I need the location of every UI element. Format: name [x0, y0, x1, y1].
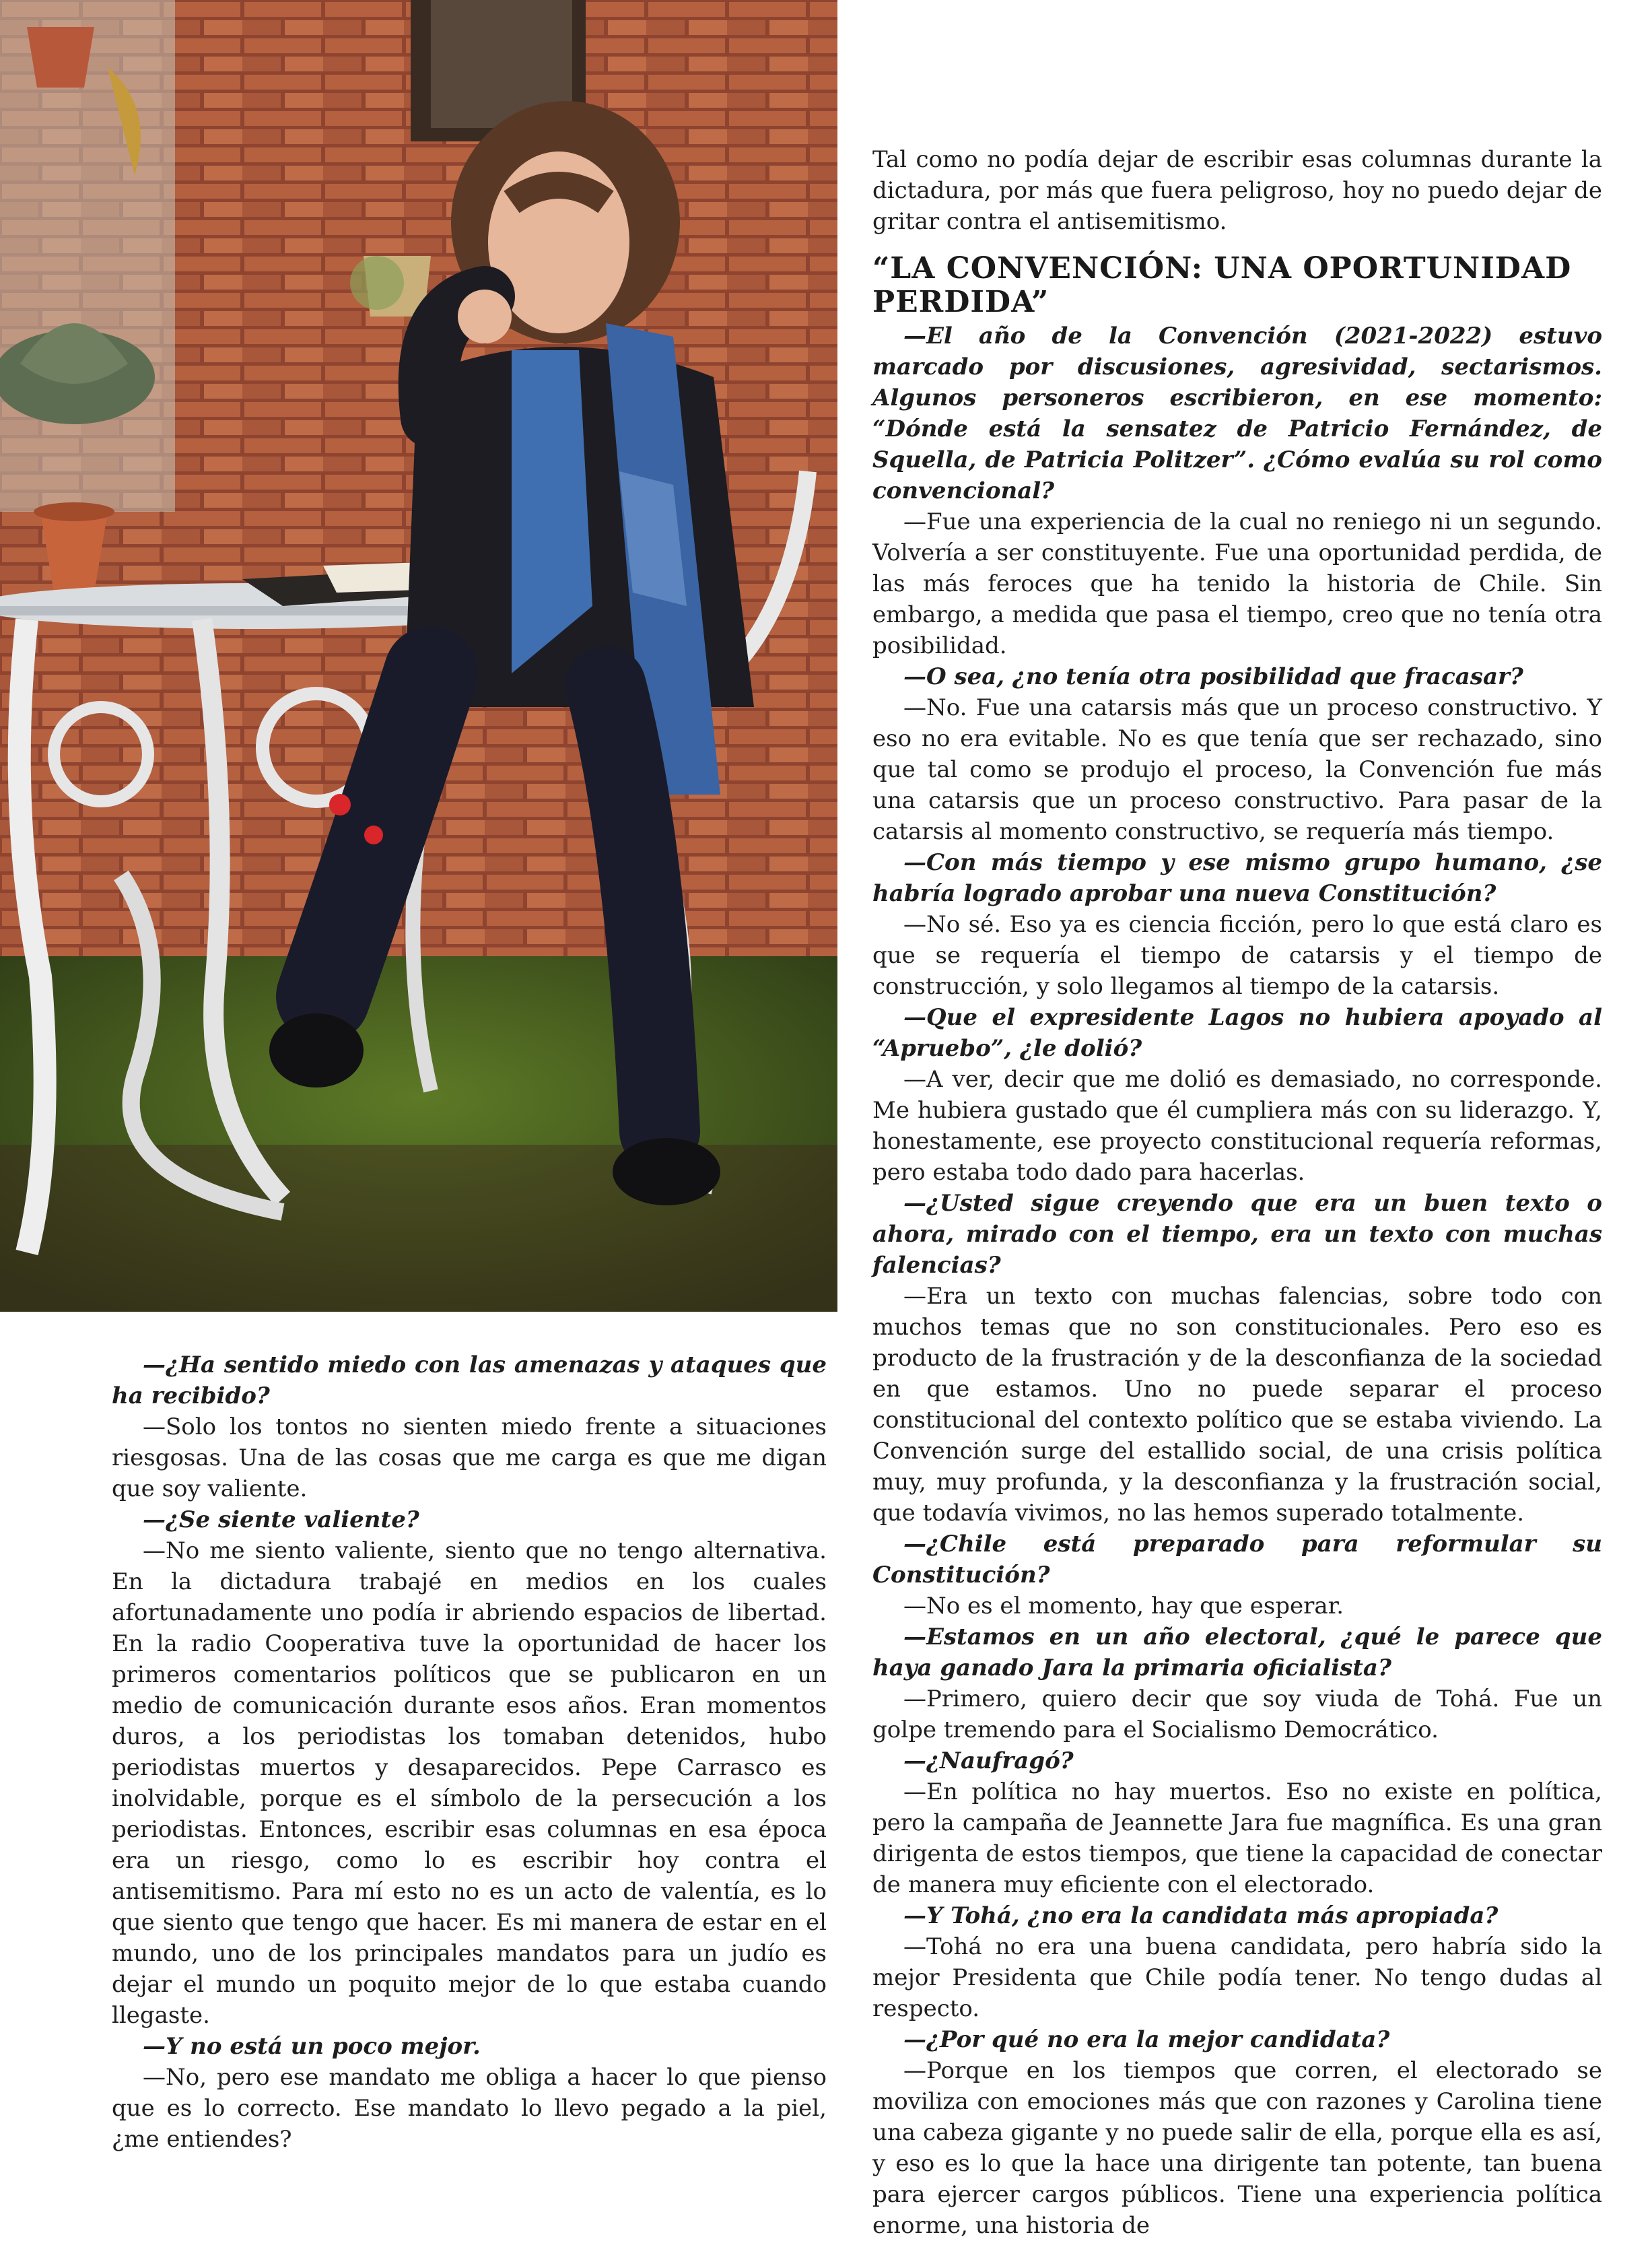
interview-answer: —Porque en los tiempos que corren, el electorado se moviliza con emociones más que con razones y Carolina tiene una cabeza gigante y no puede salir de ella, porque ella es así, y eso es lo que la hace una dirigente tan potente, tan buena para ejercer cargos públicos. Tiene una experiencia política enorme, una historia de [872, 2057, 1602, 2239]
interview-question: —¿Usted sigue creyendo que era un buen texto o ahora, mirado con el tiempo, era un texto con muchas falencias? [872, 1190, 1602, 1279]
interview-answer: —No es el momento, hay que esperar. [903, 1593, 1344, 1619]
interview-question: —O sea, ¿no tenía otra posibilidad que fracasar? [903, 663, 1523, 690]
portrait-photo [0, 0, 837, 1312]
interview-question: —Y no está un poco mejor. [143, 2033, 481, 2060]
interview-answer: —Primero, quiero decir que soy viuda de Tohá. Fue un golpe tremendo para el Socialismo Democrático. [872, 1685, 1602, 1743]
interview-answer: —No. Fue una catarsis más que un proceso constructivo. Y eso no era evitable. No es que tenía que ser rechazado, sino que tal como se produjo el proceso, la Convención fue más una catarsis que un proceso constructivo. Para pasar de la catarsis al momento constructivo, se requería más tiempo. [872, 694, 1602, 845]
interview-answer: —En política no hay muertos. Eso no existe en política, pero la campaña de Jeannette Jara fue magnífica. Es una gran dirigenta de estos tiempos, que tiene la capacidad de conectar de manera muy eficiente con el electorado. [872, 1778, 1602, 1898]
photo-portrait-icon [0, 0, 837, 1312]
interview-answer: —Fue una experiencia de la cual no reniego ni un segundo. Volvería a ser constituyente. Fue una oportunidad perdida, de las más feroces que ha tenido la historia de Chile. Sin embargo, a medida que pasa el tiempo, creo que no tenía otra posibilidad. [872, 508, 1602, 659]
intro-paragraph: Tal como no podía dejar de escribir esas columnas durante la dictadura, por más que fuera peligroso, hoy no puedo dejar de gritar contra el antisemitismo. [872, 146, 1602, 235]
left-column [112, 1349, 827, 2155]
interview-question: —Que el expresidente Lagos no hubiera apoyado al “Apruebo”, ¿le dolió? [872, 1004, 1602, 1062]
right-column [872, 144, 1602, 2241]
interview-answer: —Tohá no era una buena candidata, pero habría sido la mejor Presidenta que Chile podía tener. No tengo dudas al respecto. [872, 1933, 1602, 2022]
section-heading: “LA CONVENCIÓN: UNA OPORTUNIDAD PERDIDA” [872, 251, 1572, 319]
interview-question: —¿Chile está preparado para reformular su Constitución? [872, 1531, 1602, 1588]
interview-question: —¿Se siente valiente? [143, 1506, 419, 1533]
interview-answer: —No me siento valiente, siento que no tengo alternativa. En la dictadura trabajé en medios en los cuales afortunadamente uno podía ir abriendo espacios de libertad. En la radio Cooperativa tuve la oportunidad de hacer los primeros comentarios políticos que se publicaron en un medio de comunicación durante esos años. Eran momentos duros, a los periodistas los tomaban detenidos, hubo periodistas muertos y desaparecidos. Pepe Carrasco es inolvidable, porque es el símbolo de la persecución a los periodistas. Entonces, escribir esas columnas en esa época era un riesgo, como lo es escribir hoy contra el antisemitismo. Para mí esto no es un acto de valentía, es lo que siento que tengo que hacer. Es mi manera de estar en el mundo, uno de los principales mandatos para un judío es dejar el mundo un poquito mejor de lo que estaba cuando llegaste. [112, 1537, 827, 2029]
interview-question: —El año de la Convención (2021-2022) estuvo marcado por discusiones, agresividad, sectarismos. Algunos personeros escribieron, en ese momento: “Dónde está la sensatez de Patricio Fernández, de Squella, de Patricia Politzer”. ¿Cómo evalúa su rol como convencional? [872, 323, 1602, 504]
interview-question: —¿Naufragó? [903, 1747, 1074, 1774]
interview-answer: —Solo los tontos no sienten miedo frente a situaciones riesgosas. Una de las cosas que me carga es que me digan que soy valiente. [112, 1413, 827, 1502]
interview-answer: —Era un texto con muchas falencias, sobre todo con muchos temas que no son constitucionales. Pero eso es producto de la frustración y de la desconfianza de la sociedad en que estamos. Uno no puede separar el proceso constitucional del contexto político que se estaba viviendo. La Convención surge del estallido social, de una crisis política muy, muy profunda, y la desconfianza y la frustración social, que todavía vivimos, no las hemos superado totalmente. [872, 1283, 1602, 1527]
interview-question: —Con más tiempo y ese mismo grupo humano, ¿se habría logrado aprobar una nueva Constitución? [872, 849, 1602, 907]
interview-answer: —A ver, decir que me dolió es demasiado, no corresponde. Me hubiera gustado que él cumpliera más con su liderazgo. Y, honestamente, ese proyecto constitucional requería reformas, pero estaba todo dado para hacerlas. [872, 1066, 1602, 1186]
left-paragraphs [112, 1349, 827, 2155]
interview-question: —Estamos en un año electoral, ¿qué le parece que haya ganado Jara la primaria oficialista? [872, 1624, 1602, 1681]
interview-question: —Y Tohá, ¿no era la candidata más apropiada? [903, 1902, 1499, 1929]
right-paragraphs [872, 321, 1602, 2241]
interview-question: —¿Ha sentido miedo con las amenazas y ataques que ha recibido? [112, 1351, 827, 1409]
interview-question: —¿Por qué no era la mejor candidata? [903, 2026, 1390, 2053]
interview-answer: —No sé. Eso ya es ciencia ficción, pero lo que está claro es que se requería el tiempo de catarsis y el tiempo de construcción, y solo llegamos al tiempo de la catarsis. [872, 911, 1602, 1000]
interview-answer: —No, pero ese mandato me obliga a hacer lo que pienso que es lo correcto. Ese mandato lo llevo pegado a la piel, ¿me entiendes? [112, 2064, 827, 2153]
